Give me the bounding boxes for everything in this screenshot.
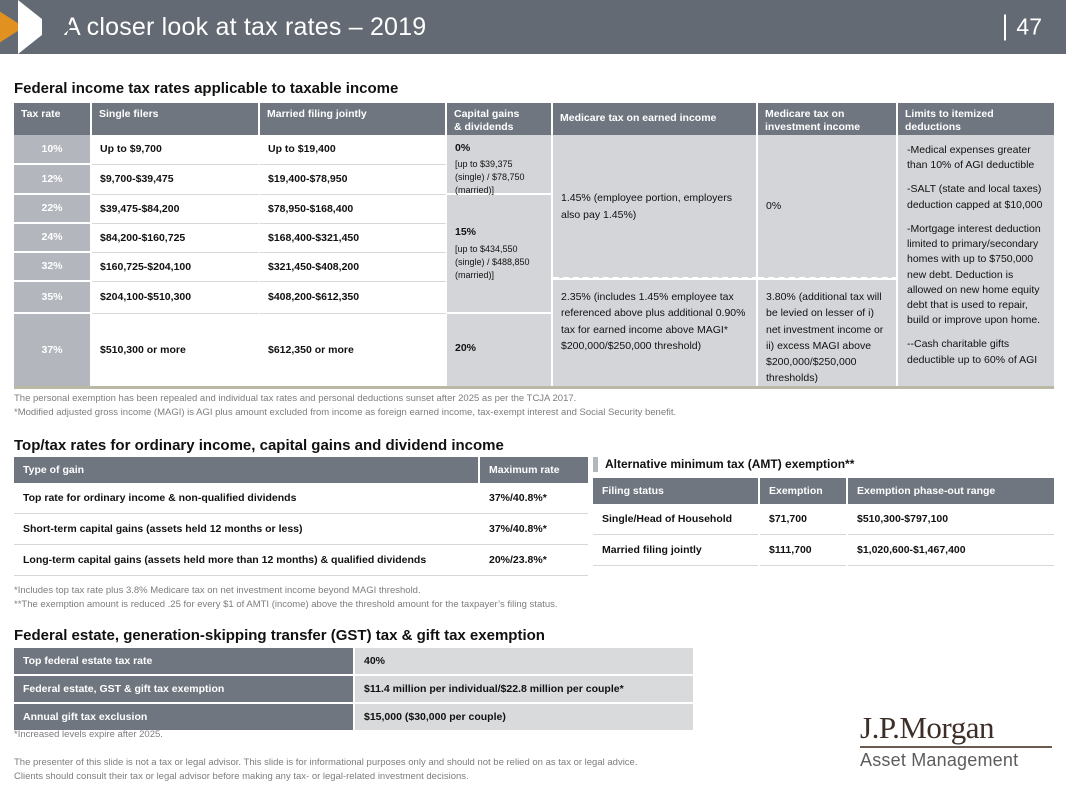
cell-label: Top federal estate tax rate <box>14 648 355 674</box>
amt-exemption-table <box>593 478 1054 566</box>
th-limits-line1: Limits to itemized <box>905 108 994 120</box>
cell-tax-rate: 10% <box>14 135 92 165</box>
cg-rate: 20% <box>455 342 477 355</box>
cell-maximum-rate: 37%/40.8%* <box>489 492 547 504</box>
cg-rate: 0% <box>455 142 471 154</box>
cell-label: Federal estate, GST & gift tax exemption <box>14 676 355 702</box>
amt-exemption-block <box>593 457 1054 566</box>
medicare-investment-divider <box>758 277 898 279</box>
th-filing-status: Filing status <box>593 478 759 504</box>
cell-single-filers: $9,700-$39,475 <box>92 165 260 195</box>
cell-capital-gains-1 <box>447 195 553 314</box>
th-type-of-gain: Type of gain <box>14 457 480 483</box>
limits-item: -Medical expenses greater than 10% of AGI deductible <box>907 144 1035 172</box>
table-row <box>14 545 588 576</box>
cell-single-filers: $160,725-$204,100 <box>92 253 260 282</box>
cell-phase-out-range: $510,300-$797,100 <box>847 504 1054 535</box>
th-capital-gains <box>447 103 553 135</box>
cell-married-filing-jointly: $612,350 or more <box>260 314 447 386</box>
cell-value: $11.4 million per individual/$22.8 million per couple* <box>355 676 693 702</box>
cell-type-of-gain: Long-term capital gains (assets held more than 12 months) & qualified dividends <box>14 545 480 575</box>
table-row <box>14 483 588 514</box>
federal-income-tax-rates-table <box>14 103 1054 386</box>
th-married-filing-jointly: Married filing jointly <box>260 103 447 135</box>
cell-married-filing-jointly: $408,200-$612,350 <box>260 282 447 314</box>
limits-item: -Mortgage interest deduction limited to primary/secondary homes with up to $750,000 new debt. Deduction is allowed on new home equity debt that is used to repair, build or improve upon home. <box>907 222 1041 327</box>
page-number-group <box>1004 14 1042 41</box>
limits-item: -SALT (state and local taxes) deduction capped at $10,000 <box>907 183 1043 211</box>
footer-disclaimer <box>14 756 814 785</box>
cell-single-filers: $39,475-$84,200 <box>92 195 260 224</box>
cell-phase-out-range: $1,020,600-$1,467,400 <box>847 535 1054 566</box>
page-divider-rule <box>1004 14 1006 40</box>
th-exemption: Exemption <box>759 478 847 504</box>
cg-detail: [up to $434,550 (single) / $488,850 (married)] <box>455 243 530 280</box>
cell-married-filing-jointly: $321,450-$408,200 <box>260 253 447 282</box>
note-line: The personal exemption has been repealed and individual tax rates and personal deductions sunset after 2025 as per the TCJA 2017. <box>14 393 577 404</box>
cell-tax-rate: 35% <box>14 282 92 314</box>
estate-gst-gift-tax-table <box>14 648 693 730</box>
cell-married-filing-jointly: $78,950-$168,400 <box>260 195 447 224</box>
th-single-filers: Single filers <box>92 103 260 135</box>
cell-tax-rate: 32% <box>14 253 92 282</box>
disclaimer-line: Clients should consult their tax or legal advisor before making any tax- or legal-related investment decisions. <box>14 771 469 783</box>
section3-note: *Increased levels expire after 2025. <box>14 729 163 740</box>
cell-married-filing-jointly: $168,400-$321,450 <box>260 224 447 253</box>
cell-medicare-earned-top: 1.45% (employee portion, employers also pay 1.45%) <box>553 135 758 278</box>
logo-rule <box>860 746 1052 748</box>
table-row <box>14 514 588 545</box>
disclaimer-line: The presenter of this slide is not a tax or legal advisor. This slide is for informational purposes only and should not be relied on as tax or legal advice. <box>14 757 638 768</box>
limits-item: --Cash charitable gifts deductible up to 60% of AGI <box>907 338 1038 366</box>
table-row <box>593 535 1054 566</box>
cell-single-filers: $510,300 or more <box>92 314 260 386</box>
table-header-row <box>14 457 588 483</box>
cell-married-filing-jointly: $19,400-$78,950 <box>260 165 447 195</box>
th-medicare-invest-line2: investment income <box>765 121 861 134</box>
cg-rate: 15% <box>455 226 477 239</box>
section1-notes <box>14 392 914 421</box>
page-title: A closer look at tax rates – 2019 <box>64 12 427 41</box>
th-medicare-investment-income <box>758 103 898 135</box>
cell-type-of-gain: Top rate for ordinary income & non-qualified dividends <box>14 483 480 513</box>
cell-married-filing-jointly: Up to $19,400 <box>260 135 447 165</box>
note-line: **The exemption amount is reduced .25 for every $1 of AMTI (income) above the threshold amount for the taxpayer’s filing status. <box>14 599 558 611</box>
section2-title: Top/tax rates for ordinary income, capital gains and dividend income <box>14 437 504 454</box>
note-line: *Includes top tax rate plus 3.8% Medicare tax on net investment income beyond MAGI threshold. <box>14 585 421 596</box>
cell-value: 40% <box>355 648 693 674</box>
section3-title: Federal estate, generation-skipping transfer (GST) tax & gift tax exemption <box>14 627 545 644</box>
amt-title: Alternative minimum tax (AMT) exemption** <box>593 457 1054 472</box>
th-capital-gains-line1: Capital gains <box>454 108 520 120</box>
th-capital-gains-line2: & dividends <box>454 121 514 134</box>
th-limits-itemized-deductions <box>898 103 1054 135</box>
cg-detail: [up to $39,375 (single) / $78,750 (married)] <box>455 159 525 196</box>
cell-tax-rate: 24% <box>14 224 92 253</box>
slide-header <box>0 0 1066 54</box>
cell-exemption: $111,700 <box>759 535 847 566</box>
th-maximum-rate: Maximum rate <box>489 464 560 476</box>
cell-filing-status: Married filing jointly <box>593 535 759 566</box>
th-medicare-invest-line1: Medicare tax on <box>765 108 845 120</box>
cell-tax-rate: 22% <box>14 195 92 224</box>
note-line: *Modified adjusted gross income (MAGI) is AGI plus amount excluded from income as foreign earned income, tax-exempt interest and Social Security benefit. <box>14 407 677 419</box>
table-row <box>593 504 1054 535</box>
cell-filing-status: Single/Head of Household <box>593 504 759 535</box>
cell-label: Annual gift tax exclusion <box>14 704 355 730</box>
section2-notes <box>14 584 914 613</box>
th-limits-line2: deductions <box>905 121 962 134</box>
logo-secondary-text: Asset Management <box>860 750 1019 770</box>
table-row <box>14 648 693 676</box>
cell-single-filers: Up to $9,700 <box>92 135 260 165</box>
page-number: 47 <box>1016 13 1042 40</box>
cell-maximum-rate: 20%/23.8%* <box>489 554 547 566</box>
table1-bottom-rule <box>14 386 1054 389</box>
cell-limits-itemized-deductions <box>898 135 1054 386</box>
section1-title: Federal income tax rates applicable to taxable income <box>14 80 399 97</box>
chevron-decoration <box>0 0 70 54</box>
cell-exemption: $71,700 <box>759 504 847 535</box>
cell-medicare-investment-top: 0% <box>758 135 898 278</box>
th-tax-rate: Tax rate <box>14 103 92 135</box>
cell-tax-rate: 12% <box>14 165 92 195</box>
cell-medicare-earned-bottom: 2.35% (includes 1.45% employee tax referenced above plus additional 0.90% tax for earned income above MAGI* $200,000/$250,000 threshold) <box>553 280 758 386</box>
cell-capital-gains-2 <box>447 314 553 386</box>
cell-tax-rate: 37% <box>14 314 92 386</box>
cell-type-of-gain: Short-term capital gains (assets held 12 months or less) <box>14 514 480 544</box>
cell-medicare-investment-bottom: 3.80% (additional tax will be levied on lesser of i) net investment income or ii) excess MAGI above $200,000/$250,000 thresholds) <box>758 280 898 386</box>
jpmorgan-logo <box>860 712 1052 771</box>
medicare-earned-divider <box>553 277 758 279</box>
th-exemption-phase-out-range: Exemption phase-out range <box>847 478 1054 504</box>
cell-single-filers: $84,200-$160,725 <box>92 224 260 253</box>
table-header-row <box>593 478 1054 504</box>
logo-primary-text: J.P.Morgan <box>860 710 994 745</box>
cell-maximum-rate: 37%/40.8%* <box>489 523 547 535</box>
top-tax-rates-table <box>14 457 588 576</box>
table-row <box>14 704 693 730</box>
cell-capital-gains-0 <box>447 135 553 195</box>
table-row <box>14 676 693 704</box>
cell-value: $15,000 ($30,000 per couple) <box>355 704 693 730</box>
th-medicare-earned-income: Medicare tax on earned income <box>553 103 758 135</box>
cell-single-filers: $204,100-$510,300 <box>92 282 260 314</box>
